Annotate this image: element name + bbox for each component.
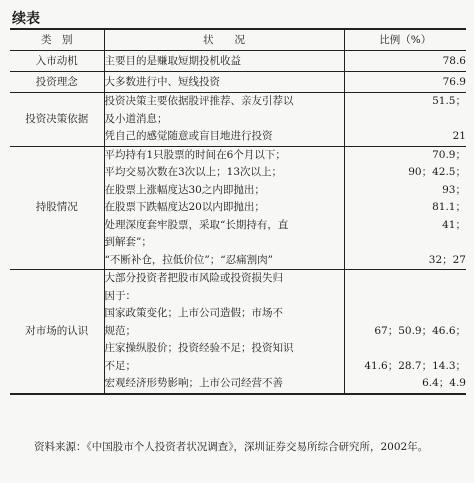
category-cell: 持股情况	[10, 146, 104, 270]
status-cell: 因于：	[104, 288, 344, 306]
percentage-cell: 76.9	[344, 72, 466, 93]
status-cell: 庄家操纵股价；投资经验不足；投资知识	[104, 340, 344, 358]
status-cell: 国家政策变化；上市公司造假；市场不	[104, 305, 344, 323]
investor-survey-table	[10, 28, 466, 395]
status-cell: 大部分投资者把股市风险或投资损失归	[104, 270, 344, 288]
percentage-cell	[344, 270, 466, 288]
percentage-cell: 70.9；	[432, 148, 466, 161]
status-cell: 处理深度套牢股票，采取“长期持有，直	[104, 217, 344, 235]
source-note	[12, 438, 464, 456]
table-row	[10, 270, 466, 288]
status-cell: 投资决策主要依据股评推荐、亲友引荐以	[104, 93, 344, 111]
status-cell: 主要目的是赚取短期投机收益	[104, 51, 344, 72]
status-cell: 凭自己的感觉随意或盲目地进行投资	[104, 128, 344, 146]
source-text: 《中国股市个人投资者状况调查》，深圳证券交易所综合研究所，	[86, 441, 381, 453]
table-row	[10, 51, 466, 72]
status-cell: 在股票下跌幅度达20以内即抛出；	[104, 199, 344, 217]
status-cell: 不足；	[104, 358, 344, 376]
status-cell: 大多数进行中、短线投资	[104, 72, 344, 93]
percentage-cell: 90；42.5；	[408, 166, 466, 179]
table-row	[10, 146, 466, 164]
header-status: 状 况	[104, 29, 344, 51]
category-cell: 对市场的认识	[10, 270, 104, 394]
status-cell: “不断补仓，拉低价位”；“忍痛割肉”	[104, 252, 344, 270]
table-header-row	[10, 29, 466, 51]
percentage-cell: 67；50.9；46.6；	[374, 324, 466, 337]
percentage-cell: 93；	[442, 183, 466, 196]
percentage-cell: 81.1；	[432, 201, 466, 214]
table-continued-title: 续表	[12, 11, 40, 27]
status-cell: 宏观经济形势影响；上市公司经营不善	[104, 375, 344, 394]
status-cell: 在股票上涨幅度达30之内即抛出；	[104, 182, 344, 200]
table-row	[10, 93, 466, 111]
status-cell: 及小道消息；	[104, 111, 344, 129]
percentage-cell: 78.6	[344, 51, 466, 72]
table-body	[10, 51, 466, 394]
percentage-cell	[344, 234, 466, 252]
percentage-cell: 6.4；4.9	[344, 375, 466, 394]
category-cell: 投资理念	[10, 72, 104, 93]
percentage-cell	[344, 111, 466, 129]
percentage-cell: 41.6；28.7；14.3；	[364, 359, 466, 372]
percentage-cell	[344, 305, 466, 323]
table-row	[10, 72, 466, 93]
source-label: 资料来源：	[34, 441, 87, 453]
source-year: 2002年。	[380, 441, 429, 453]
header-percentage: 比例（%）	[344, 29, 466, 51]
percentage-cell: 21	[344, 128, 466, 146]
status-cell: 规范；	[104, 323, 344, 341]
header-category: 类 别	[10, 29, 104, 51]
status-cell: 到解套”；	[104, 234, 344, 252]
status-cell: 平均交易次数在3次以上；13次以上；	[104, 164, 344, 182]
category-cell: 投资决策依据	[10, 93, 104, 147]
percentage-cell: 41；	[442, 218, 466, 231]
percentage-cell: 51.5；	[432, 95, 466, 108]
percentage-cell: 32；27	[344, 252, 466, 270]
percentage-cell	[344, 288, 466, 306]
status-cell: 平均持有1只股票的时间在6个月以下；	[104, 146, 344, 164]
category-cell: 入市动机	[10, 51, 104, 72]
percentage-cell	[344, 340, 466, 358]
